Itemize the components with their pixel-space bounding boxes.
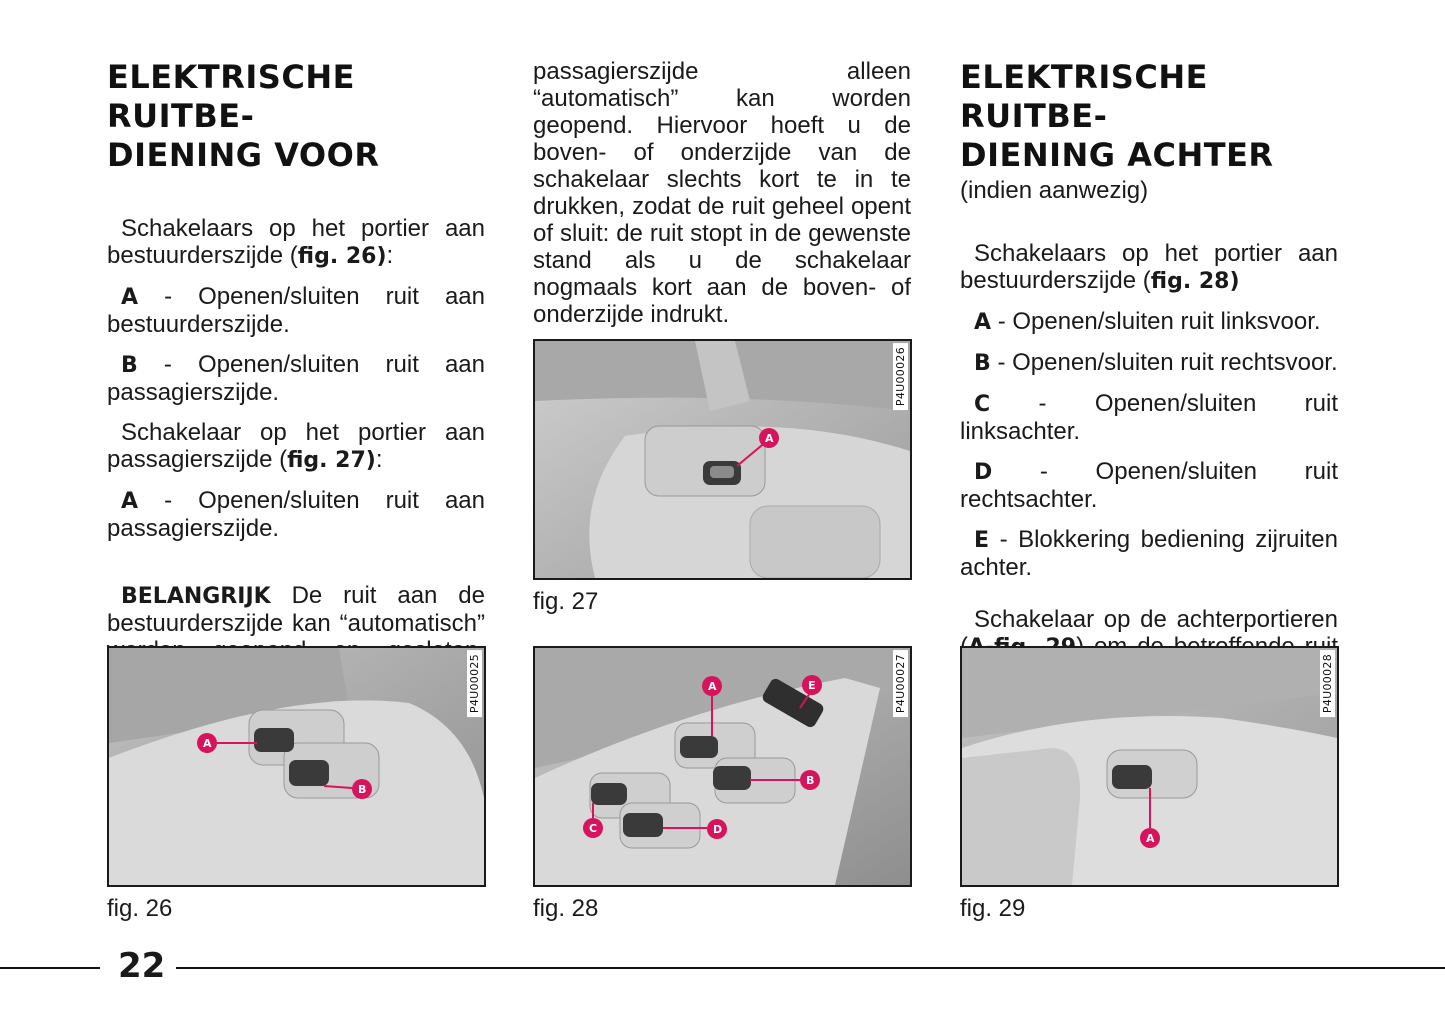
figure-29-photo [960,646,1339,887]
middle-column [533,58,911,328]
switch-icon [591,783,627,805]
list-item: D - Openen/sluiten ruit rechtsachter. [960,458,1338,513]
list-item: B - Openen/sluiten ruit rechtsvoor. [974,349,1338,376]
paragraph-driver-switches: Schakelaars op het portier aan bestuurderszijde (fig. 26): [107,215,485,269]
figure-26-photo [107,646,486,887]
fig-ref: fig. 26) [297,244,387,269]
figure-26-caption: fig. 26 [107,895,173,922]
door-panel-illustration [535,341,910,578]
switch-icon [254,728,294,752]
switch-icon [289,760,329,786]
list-item: E - Blokkering bediening zijruiten achter. [960,526,1338,581]
switch-icon [713,766,751,790]
list-item: C - Openen/sluiten ruit linksachter. [960,390,1338,445]
important-label: BELANGRIJK [121,584,271,609]
switch-icon [623,813,663,837]
door-panel-illustration [962,648,1337,885]
figure-code: P4U00027 [893,650,908,717]
marker-label: E [808,679,816,692]
section-heading-front: ELEKTRISCHE RUITBE- DIENING VOOR [107,58,380,174]
fig-ref: fig. 27) [287,448,376,473]
figure-code: P4U00025 [467,650,482,717]
marker-label: B [358,783,367,796]
figure-28-photo [533,646,912,887]
list-item: B - Openen/sluiten ruit aan passagierszijde. [107,351,485,406]
marker-label: C [589,822,598,835]
continuation-paragraph: passagierszijde alleen “automatisch” kan worden geopend. Hiervoor hoeft u de boven- of onderzijde van de schakelaar slechts kort te in te drukken, zodat de ruit geheel opent of sluit: de ruit stopt in de gewenste stand als u de schakelaar nogmaals kort aan de boven- of onderzijde indrukt. [533,58,911,328]
figure-28-caption: fig. 28 [533,895,599,922]
paragraph-rear-doors: Schakelaar op de achterportieren [960,606,1338,688]
paragraph-driver-switches-rear: Schakelaars op het portier aan bestuurderszijde (fig. 28) [960,240,1338,294]
figure-code: P4U00028 [1320,650,1335,717]
left-column [107,58,485,691]
paragraph-passenger-switch: Schakelaar op het portier aan passagierszijde (fig. 27): [107,419,485,473]
list-item: A - Openen/sluiten ruit aan bestuurderszijde. [107,283,485,338]
section-heading-rear: ELEKTRISCHE RUITBE- DIENING ACHTER [960,58,1274,174]
switch-icon [1112,765,1152,789]
important-note: BELANGRIJK De ruit aan de bestuurderszijde kan “automatisch” [107,582,485,637]
marker-label: A [708,680,717,693]
right-column [960,58,1338,688]
marker-label: A [1146,832,1155,845]
marker-label: B [806,774,815,787]
footer-rule-left [0,967,100,969]
marker-label: D [713,823,723,836]
door-panel-illustration [535,648,910,885]
subtitle: (indien aanwezig) [960,177,1149,204]
figure-27-photo [533,339,912,580]
marker-label: A [765,432,774,445]
page-number: 22 [118,946,166,986]
door-panel-illustration [109,648,484,885]
list-item: A - Openen/sluiten ruit aan passagierszijde. [107,487,485,542]
footer-rule-right [176,967,1445,969]
figure-29-caption: fig. 29 [960,895,1026,922]
figure-27-caption: fig. 27 [533,588,599,615]
fig-ref: fig. 28) [1150,269,1240,294]
switch-icon [680,736,718,758]
list-item: A - Openen/sluiten ruit linksvoor. [974,308,1321,335]
marker-label: A [203,737,212,750]
figure-code: P4U00026 [893,343,908,410]
